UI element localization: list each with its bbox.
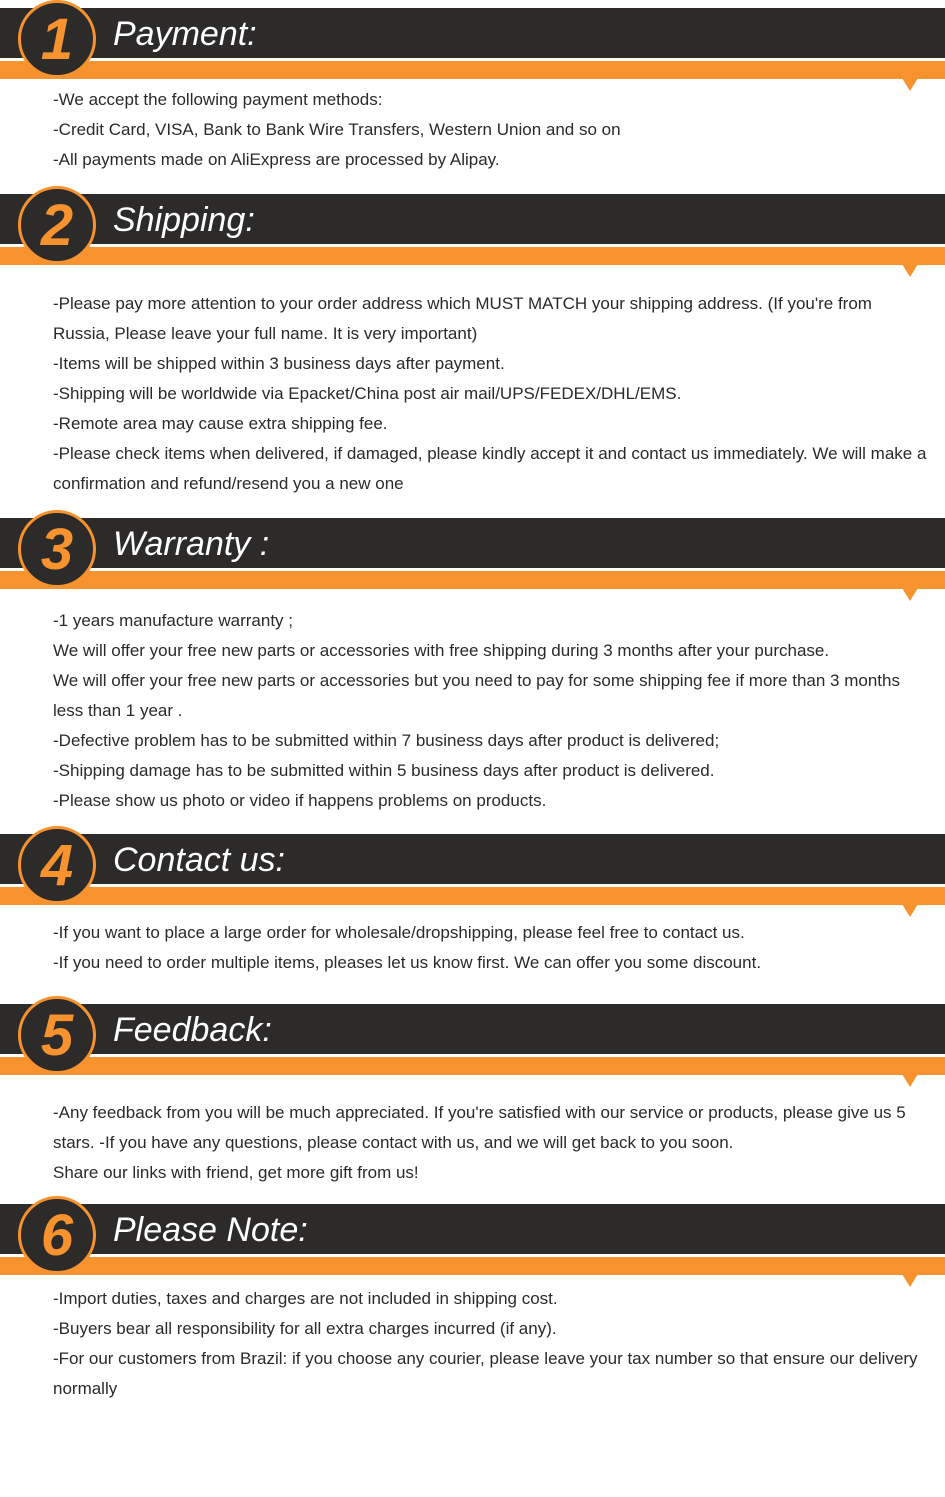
body-line: -Import duties, taxes and charges are not included in shipping cost. <box>53 1289 558 1308</box>
section-title: Payment: <box>113 15 257 53</box>
body-line: -Shipping damage has to be submitted within 5 business days after product is delivered. <box>53 761 715 780</box>
body-line: -Any feedback from you will be much appreciated. If you're satisfied with our service or products, please give us 5 stars. -If you have any questions, please contact with us, and we will get back to you soon. <box>53 1103 906 1152</box>
body-line: We will offer your free new parts or accessories with free shipping during 3 months after your purchase. <box>53 641 830 660</box>
section-please-note <box>0 1203 945 1398</box>
section-contact <box>0 833 945 972</box>
section-feedback <box>0 1003 945 1182</box>
body-line: We will offer your free new parts or accessories but you need to pay for some shipping fee if more than 3 months less than 1 year . <box>53 671 900 720</box>
body-line: -We accept the following payment methods: <box>53 90 383 109</box>
header-divider <box>0 568 945 570</box>
section-header <box>0 1004 945 1082</box>
header-divider <box>0 58 945 60</box>
section-number: 6 <box>40 1203 74 1268</box>
section-warranty <box>0 517 945 810</box>
body-line: -Please pay more attention to your order address which MUST MATCH your shipping address. (If you're from Russia, Please leave your full name. It is very important) <box>53 294 872 343</box>
section-body <box>53 1284 928 1404</box>
section-body <box>53 85 928 175</box>
header-orange-bar <box>0 571 945 589</box>
body-line: -If you need to order multiple items, pleases let us know first. We can offer you some discount. <box>53 953 762 972</box>
number-badge <box>18 0 96 78</box>
section-number: 2 <box>40 193 74 258</box>
number-badge <box>18 510 96 588</box>
body-line: -Remote area may cause extra shipping fee. <box>53 414 388 433</box>
body-line: -Items will be shipped within 3 business days after payment. <box>53 354 505 373</box>
number-badge <box>18 996 96 1074</box>
body-line: -All payments made on AliExpress are processed by Alipay. <box>53 150 500 169</box>
header-divider <box>0 884 945 886</box>
body-line: -1 years manufacture warranty ; <box>53 611 293 630</box>
number-badge <box>18 1196 96 1274</box>
section-title: Please Note: <box>113 1211 308 1249</box>
header-divider <box>0 1054 945 1056</box>
section-number: 5 <box>40 1003 74 1068</box>
section-body <box>53 289 928 499</box>
section-body <box>53 918 928 978</box>
header-orange-bar <box>0 247 945 265</box>
header-divider <box>0 244 945 246</box>
section-body <box>53 606 928 816</box>
section-number: 1 <box>40 7 74 72</box>
section-header <box>0 194 945 272</box>
section-header <box>0 834 945 912</box>
body-line: Share our links with friend, get more gift from us! <box>53 1163 419 1182</box>
body-line: -Please show us photo or video if happens problems on products. <box>53 791 547 810</box>
section-header <box>0 518 945 596</box>
section-body <box>53 1098 928 1188</box>
header-pointer <box>902 264 918 277</box>
section-title: Shipping: <box>113 201 255 239</box>
header-pointer <box>902 1074 918 1087</box>
section-title: Warranty : <box>113 525 270 563</box>
header-divider <box>0 1254 945 1256</box>
header-orange-bar <box>0 887 945 905</box>
body-line: -For our customers from Brazil: if you choose any courier, please leave your tax number so that ensure our delivery normally <box>53 1349 918 1398</box>
body-line: -Buyers bear all responsibility for all extra charges incurred (if any). <box>53 1319 557 1338</box>
body-line: -Credit Card, VISA, Bank to Bank Wire Transfers, Western Union and so on <box>53 120 621 139</box>
header-pointer <box>902 904 918 917</box>
body-line: -Shipping will be worldwide via Epacket/China post air mail/UPS/FEDEX/DHL/EMS. <box>53 384 682 403</box>
header-pointer <box>902 588 918 601</box>
section-payment <box>0 7 945 169</box>
number-badge <box>18 186 96 264</box>
section-shipping <box>0 193 945 493</box>
header-orange-bar <box>0 1257 945 1275</box>
section-header <box>0 8 945 86</box>
body-line: -Defective problem has to be submitted within 7 business days after product is delivered; <box>53 731 720 750</box>
section-number: 4 <box>40 833 74 898</box>
body-line: -If you want to place a large order for wholesale/dropshipping, please feel free to contact us. <box>53 923 745 942</box>
section-header <box>0 1204 945 1282</box>
header-orange-bar <box>0 1057 945 1075</box>
section-number: 3 <box>40 517 74 582</box>
header-orange-bar <box>0 61 945 79</box>
section-title: Contact us: <box>113 841 285 879</box>
section-title: Feedback: <box>113 1011 272 1049</box>
number-badge <box>18 826 96 904</box>
body-line: -Please check items when delivered, if damaged, please kindly accept it and contact us immediately. We will make a confirmation and refund/resend you a new one <box>53 444 927 493</box>
